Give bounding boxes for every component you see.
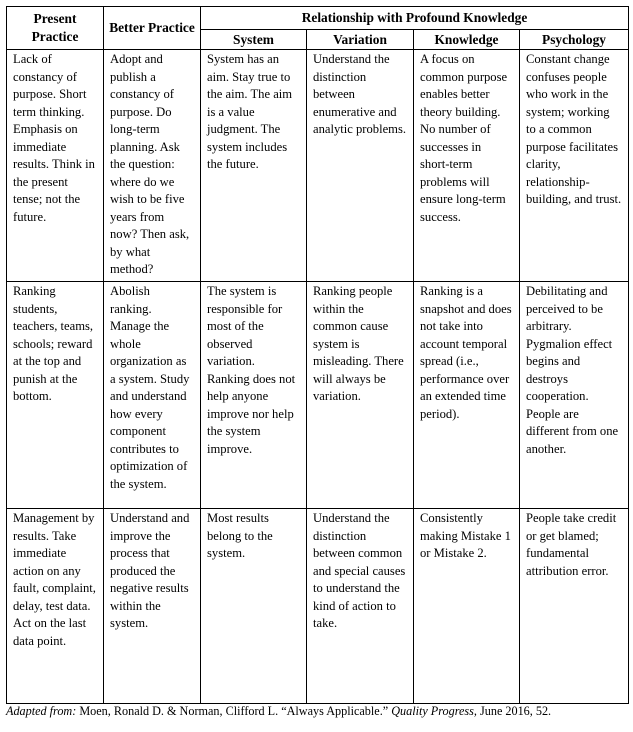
caption-adapted-label: Adapted from: [6, 704, 77, 718]
header-present-practice: Present Practice [7, 7, 104, 50]
table-row [7, 282, 629, 509]
header-knowledge: Knowledge [414, 30, 520, 50]
cell-variation: Understand the distinction between common and special causes to understand the kind of action to take. [307, 509, 414, 704]
header-psychology: Psychology [520, 30, 629, 50]
source-caption [6, 703, 628, 719]
header-system: System [201, 30, 307, 50]
cell-system: System has an aim. Stay true to the aim. The aim is a value judgment. The system includes the future. [201, 50, 307, 282]
cell-psychology: People take credit or get blamed; fundamental attribution error. [520, 509, 629, 704]
header-relationship: Relationship with Profound Knowledge [201, 7, 629, 30]
caption-rest: June 2016, 52. [476, 704, 552, 718]
table-row [7, 50, 629, 282]
cell-present-practice: Lack of constancy of purpose. Short term thinking. Emphasis on immediate results. Think in the present tense; not the future. [7, 50, 104, 282]
cell-system: Most results belong to the system. [201, 509, 307, 704]
cell-better-practice: Understand and improve the process that produced the negative results within the system. [104, 509, 201, 704]
cell-better-practice: Abolish ranking. Manage the whole organization as a system. Study and understand how every component contributes to optimization of the system. [104, 282, 201, 509]
header-better-practice: Better Practice [104, 7, 201, 50]
header-row-top [7, 7, 629, 30]
cell-variation: Ranking people within the common cause system is misleading. There will always be variation. [307, 282, 414, 509]
profound-knowledge-table [6, 6, 629, 704]
cell-knowledge: Ranking is a snapshot and does not take into account temporal spread (i.e., performance over an extended time period). [414, 282, 520, 509]
cell-system: The system is responsible for most of the observed variation. Ranking does not help anyone improve nor help the system improve. [201, 282, 307, 509]
cell-variation: Understand the distinction between enumerative and analytic problems. [307, 50, 414, 282]
cell-psychology: Debilitating and perceived to be arbitrary. Pygmalion effect begins and destroys cooperation. People are different from one another. [520, 282, 629, 509]
caption-journal: Quality Progress, [391, 704, 477, 718]
header-variation: Variation [307, 30, 414, 50]
caption-authors: Moen, Ronald D. & Norman, Clifford L. “Always Applicable.” [76, 704, 392, 718]
table-row [7, 509, 629, 704]
cell-present-practice: Management by results. Take immediate action on any fault, complaint, delay, test data. Act on the last data point. [7, 509, 104, 704]
cell-knowledge: Consistently making Mistake 1 or Mistake 2. [414, 509, 520, 704]
cell-better-practice: Adopt and publish a constancy of purpose. Do long-term planning. Ask the question: where do we wish to be five years from now? Then ask, by what method? [104, 50, 201, 282]
cell-psychology: Constant change confuses people who work in the system; working to a common purpose facilitates clarity, relationship-building, and trust. [520, 50, 629, 282]
cell-present-practice: Ranking students, teachers, teams, schools; reward at the top and punish at the bottom. [7, 282, 104, 509]
cell-knowledge: A focus on common purpose enables better theory building. No number of successes in short-term problems will ensure long-term success. [414, 50, 520, 282]
